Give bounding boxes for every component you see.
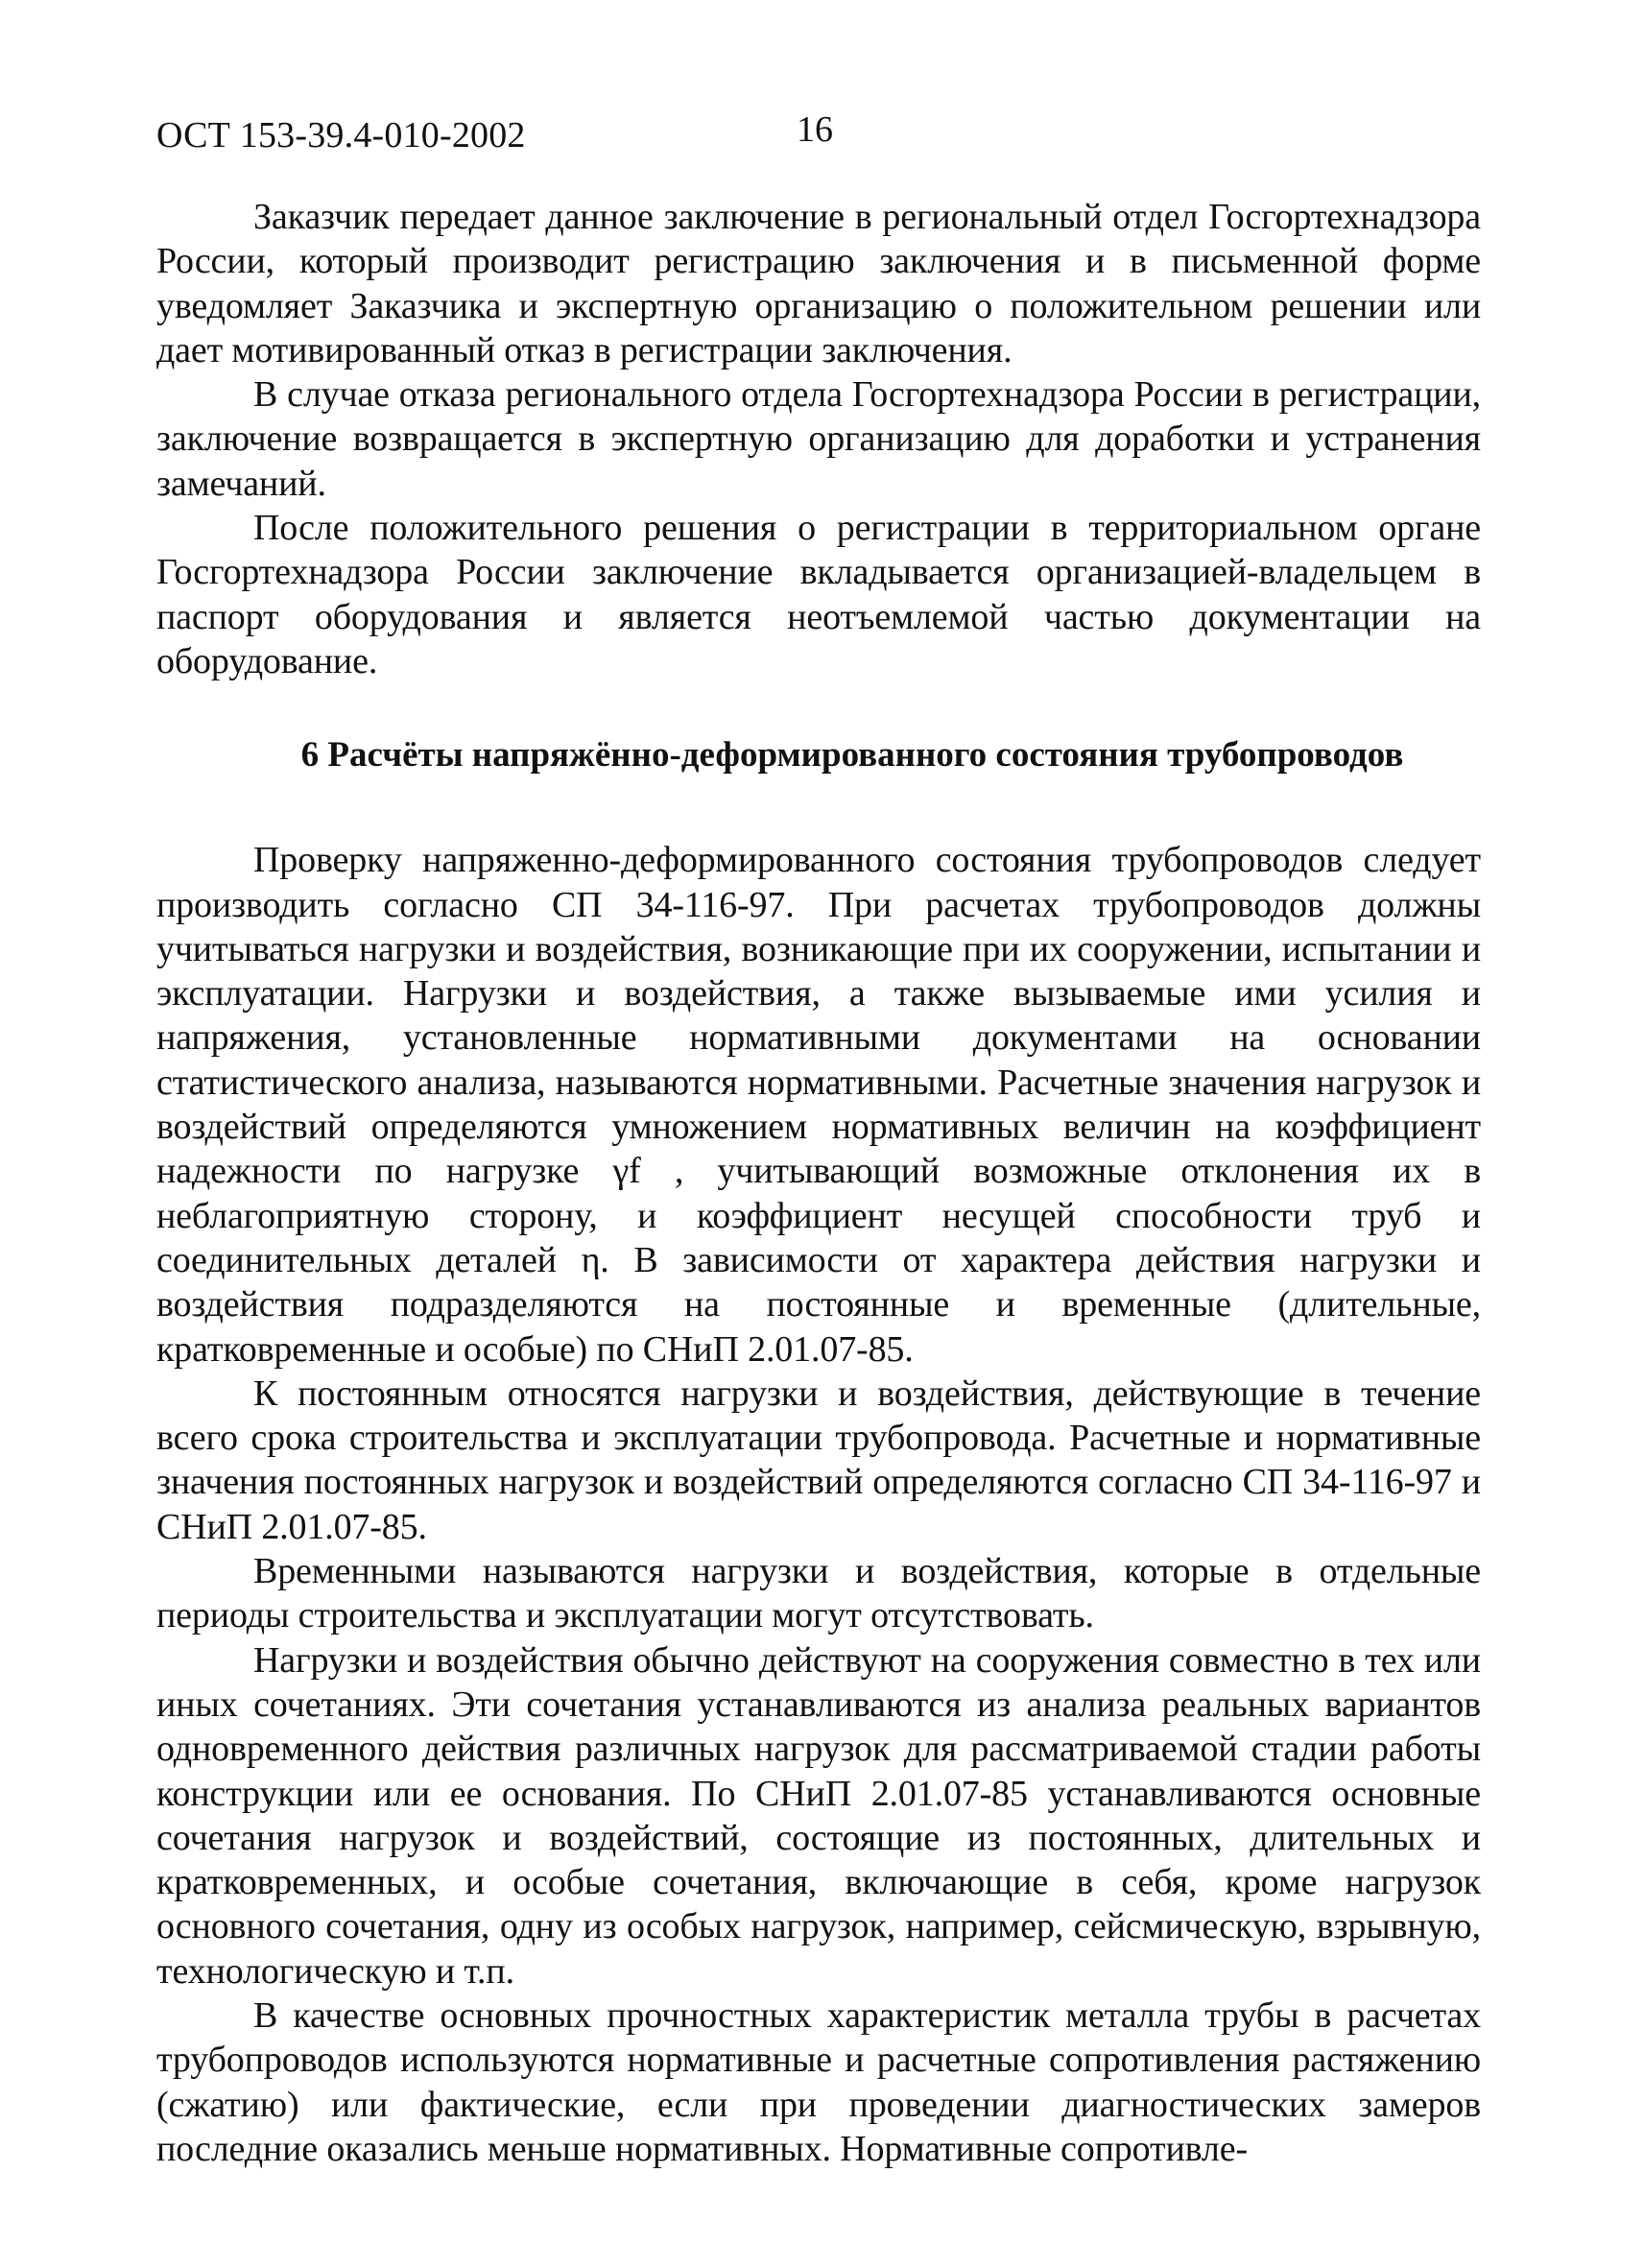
paragraph-load-combinations: Нагрузки и воздействия обычно действуют на сооружения совместно в тех или иных сочетаниях. Эти сочетания устанавливаются из анализа реальных вариантов одновременного действия различных нагрузок для рассматриваемой стадии работы конструкции или ее основания. По СНиП 2.01.07-85 устанавливаются основные сочетания нагрузок и воздействий, состоящие из постоянных, длительных и кратковременных, и особые сочетания, включающие в себя, кроме нагрузок основного сочетания, одну из особых нагрузок, например, сейсмическую, взрывную, технологическую и т.п. bbox=[156, 1639, 1481, 1992]
paragraph-strength-characteristics: В качестве основных прочностных характеристик металла трубы в расчетах трубопроводов используются нормативные и расчетные сопротивления растяжению (сжатию) или фактические, если при проведении диагностических замеров последние оказались меньше нормативных. Нормативные сопротивле- bbox=[156, 1994, 1481, 2169]
document-code: ОСТ 153-39.4-010-2002 bbox=[156, 115, 526, 155]
page-number: 16 bbox=[797, 109, 833, 150]
section-title: 6 Расчёты напряжённо-деформированного состояния трубопроводов bbox=[300, 735, 1404, 776]
paragraph-temporary-loads: Временными называются нагрузки и воздействия, которые в отдельные периоды строительства и эксплуатации могут отсутствовать. bbox=[156, 1551, 1481, 1636]
paragraph-registration-refusal: В случае отказа регионального отдела Госгортехнадзора России в регистрации, заключение возвращается в экспертную организацию для доработки и устранения замечаний. bbox=[156, 374, 1481, 504]
document-body bbox=[156, 195, 1481, 2171]
paragraph-permanent-loads: К постоянным относятся нагрузки и воздействия, действующие в течение всего срока строительства и эксплуатации трубопровода. Расчетные и нормативные значения постоянных нагрузок и воздействий определяются согласно СП 34-116-97 и СНиП 2.01.07-85. bbox=[156, 1373, 1481, 1547]
paragraph-registration-notice: Заказчик передает данное заключение в региональный отдел Госгортехнадзора России, который производит регистрацию заключения и в письменной форме уведомляет Заказчика и экспертную организацию о положительном решении или дает мотивированный отказ в регистрации заключения. bbox=[156, 197, 1481, 370]
paragraph-positive-decision: После положительного решения о регистрации в территориальном органе Госгортехнадзора России заключение вкладывается организацией-владельцем в паспорт оборудования и является неотъемлемой частью документации на оборудование. bbox=[156, 508, 1481, 681]
paragraph-stress-strain-check: Проверку напряженно-деформированного состояния трубопроводов следует производить согласно СП 34-116-97. При расчетах трубопроводов должны учитываться нагрузки и воздействия, возникающие при их сооружении, испытании и эксплуатации. Нагрузки и воздействия, а также вызываемые ими усилия и напряжения, установленные нормативными документами на основании статистического анализа, называются нормативными. Расчетные значения нагрузок и воздействий определяются умножением нормативных величин на коэффициент надежности по нагрузке γf , учитывающий возможные отклонения их в неблагоприятную сторону, и коэффициент несущей способности труб и соединительных деталей η. В зависимости от характера действия нагрузки и воздействия подразделяются на постоянные и временные (длительные, кратковременные и особые) по СНиП 2.01.07-85. bbox=[156, 840, 1481, 1370]
